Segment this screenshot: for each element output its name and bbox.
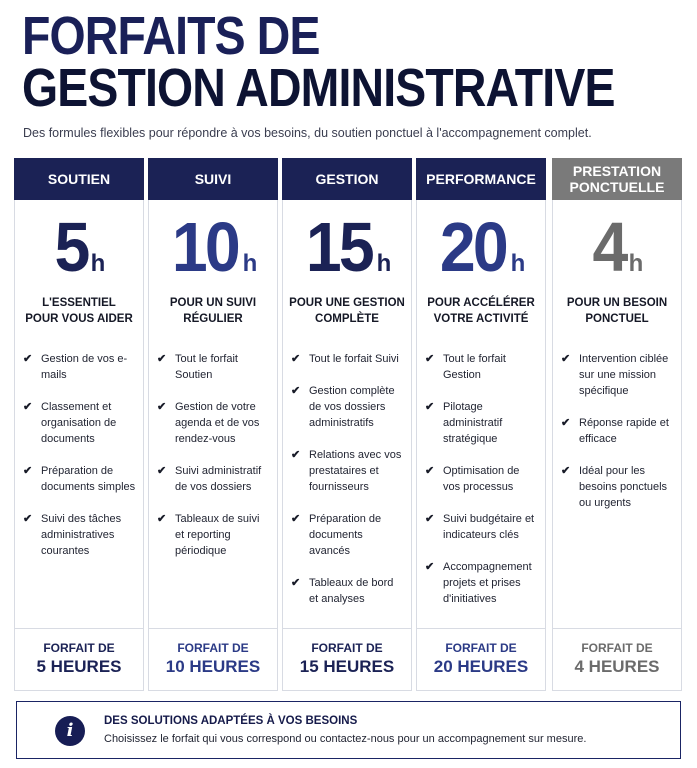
feature-text: Tout le forfait Soutien bbox=[175, 353, 238, 381]
plan-footer bbox=[553, 628, 681, 690]
feature-text: Tableaux de bord et analyses bbox=[309, 577, 394, 605]
plan-tagline-line: VOTRE ACTIVITÉ bbox=[433, 313, 529, 325]
feature-item bbox=[425, 463, 539, 495]
plan-footer-label: FORFAIT DE bbox=[581, 641, 653, 655]
feature-text: Tout le forfait Gestion bbox=[443, 353, 506, 381]
plan-tagline-line: POUR UN SUIVI bbox=[169, 297, 257, 309]
check-icon: ✔ bbox=[561, 417, 571, 429]
plan-tagline bbox=[287, 295, 407, 327]
plan-hours-unit: h bbox=[376, 250, 392, 277]
plan-features bbox=[157, 351, 271, 575]
plan-header: PERFORMANCE bbox=[416, 158, 546, 200]
check-icon: ✔ bbox=[425, 353, 435, 365]
feature-text: Tout le forfait Suivi bbox=[309, 353, 399, 365]
title-line-2: GESTION ADMINISTRATIVE bbox=[22, 58, 615, 118]
info-title: DES SOLUTIONS ADAPTÉES À VOS BESOINS bbox=[104, 715, 358, 727]
plan-tagline-line: POUR VOUS AIDER bbox=[25, 313, 133, 325]
plan-hours-number: 4 bbox=[592, 208, 626, 286]
plan-tagline-line: POUR UN BESOIN bbox=[566, 297, 668, 309]
plan-tagline-line: POUR UNE GESTION bbox=[289, 297, 405, 309]
plan-card-suivi bbox=[148, 158, 278, 691]
plan-features bbox=[425, 351, 539, 623]
feature-item bbox=[23, 511, 137, 559]
plans-grid bbox=[14, 158, 682, 691]
plan-footer-label: FORFAIT DE bbox=[43, 641, 115, 655]
feature-item bbox=[157, 463, 271, 495]
feature-text: Réponse rapide et efficace bbox=[579, 417, 669, 445]
feature-item bbox=[291, 511, 405, 559]
feature-text: Suivi administratif de vos dossiers bbox=[175, 465, 262, 493]
check-icon: ✔ bbox=[291, 577, 301, 589]
plan-hours-unit: h bbox=[628, 250, 644, 277]
plan-card-performance bbox=[416, 158, 546, 691]
check-icon: ✔ bbox=[425, 561, 435, 573]
plan-tagline-line: L'ESSENTIEL bbox=[42, 297, 116, 309]
feature-item bbox=[291, 351, 405, 367]
plan-features bbox=[23, 351, 137, 575]
feature-text: Classement et organisation de documents bbox=[41, 401, 117, 445]
feature-item bbox=[157, 399, 271, 447]
plan-hours-unit: h bbox=[90, 250, 106, 277]
plan-features bbox=[291, 351, 405, 623]
info-icon: i bbox=[55, 716, 85, 746]
check-icon: ✔ bbox=[561, 353, 571, 365]
feature-item bbox=[561, 463, 675, 511]
plan-tagline-line: POUR ACCÉLÉRER bbox=[427, 297, 535, 309]
plan-hours bbox=[149, 207, 277, 287]
feature-item bbox=[561, 351, 675, 399]
plan-hours-unit: h bbox=[242, 250, 258, 277]
plan-card-gestion bbox=[282, 158, 412, 691]
plan-tagline-line: COMPLÈTE bbox=[315, 313, 379, 325]
feature-text: Préparation de documents avancés bbox=[309, 513, 382, 557]
check-icon: ✔ bbox=[23, 513, 33, 525]
check-icon: ✔ bbox=[157, 353, 167, 365]
feature-text: Gestion de vos e-mails bbox=[41, 353, 128, 381]
feature-item bbox=[291, 383, 405, 431]
check-icon: ✔ bbox=[157, 513, 167, 525]
plan-footer-value: 5 HEURES bbox=[36, 657, 122, 676]
plan-header: PRESTATION PONCTUELLE bbox=[552, 158, 682, 200]
check-icon: ✔ bbox=[23, 353, 33, 365]
feature-item bbox=[157, 511, 271, 559]
info-text: Choisissez le forfait qui vous correspond ou contactez-nous pour un accompagnement sur mesure. bbox=[104, 733, 587, 745]
check-icon: ✔ bbox=[291, 513, 301, 525]
feature-item bbox=[425, 351, 539, 383]
plan-tagline-line: PONCTUEL bbox=[585, 313, 649, 325]
feature-text: Optimisation de vos processus bbox=[443, 465, 520, 493]
feature-text: Intervention ciblée sur une mission spécifique bbox=[579, 353, 669, 397]
plan-hours-number: 10 bbox=[171, 208, 238, 286]
plan-footer-label: FORFAIT DE bbox=[177, 641, 249, 655]
plan-hours-number: 20 bbox=[439, 208, 506, 286]
feature-text: Pilotage administratif stratégique bbox=[443, 401, 503, 445]
plan-hours-unit: h bbox=[510, 250, 526, 277]
feature-text: Suivi budgétaire et indicateurs clés bbox=[443, 513, 535, 541]
check-icon: ✔ bbox=[291, 449, 301, 461]
check-icon: ✔ bbox=[23, 401, 33, 413]
feature-text: Préparation de documents simples bbox=[41, 465, 136, 493]
feature-item bbox=[291, 575, 405, 607]
feature-text: Suivi des tâches administratives courantes bbox=[41, 513, 122, 557]
plan-footer-value: 20 HEURES bbox=[433, 657, 529, 676]
plan-footer-value: 15 HEURES bbox=[299, 657, 395, 676]
plan-card-soutien bbox=[14, 158, 144, 691]
feature-item bbox=[23, 351, 137, 383]
plan-footer bbox=[283, 628, 411, 690]
check-icon: ✔ bbox=[425, 465, 435, 477]
page-title bbox=[22, 6, 682, 118]
plan-tagline bbox=[421, 295, 541, 327]
plan-features bbox=[561, 351, 675, 527]
check-icon: ✔ bbox=[291, 353, 301, 365]
plan-hours bbox=[417, 207, 545, 287]
plan-footer bbox=[149, 628, 277, 690]
check-icon: ✔ bbox=[291, 385, 301, 397]
feature-text: Tableaux de suivi et reporting périodique bbox=[175, 513, 260, 557]
feature-text: Gestion complète de vos dossiers administratifs bbox=[309, 385, 395, 429]
title-line-1: FORFAITS DE bbox=[22, 6, 320, 66]
plan-footer bbox=[417, 628, 545, 690]
plan-header: SOUTIEN bbox=[14, 158, 144, 200]
plan-card-prestation-ponctuelle bbox=[552, 158, 682, 691]
feature-text: Gestion de votre agenda et de vos rendez-vous bbox=[175, 401, 260, 445]
feature-item bbox=[561, 415, 675, 447]
plan-tagline-line: RÉGULIER bbox=[183, 313, 243, 325]
plan-tagline bbox=[557, 295, 677, 327]
plan-hours bbox=[283, 207, 411, 287]
feature-item bbox=[23, 463, 137, 495]
plan-hours-number: 15 bbox=[305, 208, 372, 286]
feature-item bbox=[425, 559, 539, 607]
plan-tagline bbox=[19, 295, 139, 327]
feature-item bbox=[23, 399, 137, 447]
check-icon: ✔ bbox=[23, 465, 33, 477]
plan-footer-value: 10 HEURES bbox=[165, 657, 261, 676]
check-icon: ✔ bbox=[157, 465, 167, 477]
plan-footer bbox=[15, 628, 143, 690]
plan-header: GESTION bbox=[282, 158, 412, 200]
plan-hours bbox=[15, 207, 143, 287]
page-subtitle: Des formules flexibles pour répondre à vos besoins, du soutien ponctuel à l'accompagnement complet. bbox=[23, 126, 592, 140]
plan-hours-number: 5 bbox=[54, 208, 88, 286]
info-banner bbox=[16, 701, 681, 759]
plan-footer-value: 4 HEURES bbox=[574, 657, 660, 676]
feature-text: Idéal pour les besoins ponctuels ou urgents bbox=[579, 465, 668, 509]
feature-item bbox=[157, 351, 271, 383]
feature-text: Relations avec vos prestataires et fournisseurs bbox=[309, 449, 402, 493]
feature-item bbox=[425, 399, 539, 447]
check-icon: ✔ bbox=[561, 465, 571, 477]
check-icon: ✔ bbox=[425, 513, 435, 525]
plan-footer-label: FORFAIT DE bbox=[311, 641, 383, 655]
check-icon: ✔ bbox=[157, 401, 167, 413]
plan-tagline bbox=[153, 295, 273, 327]
feature-text: Accompagnement projets et prises d'initiatives bbox=[443, 561, 532, 605]
feature-item bbox=[291, 447, 405, 495]
plan-hours bbox=[553, 207, 681, 287]
feature-item bbox=[425, 511, 539, 543]
plan-header: SUIVI bbox=[148, 158, 278, 200]
plan-footer-label: FORFAIT DE bbox=[445, 641, 517, 655]
check-icon: ✔ bbox=[425, 401, 435, 413]
